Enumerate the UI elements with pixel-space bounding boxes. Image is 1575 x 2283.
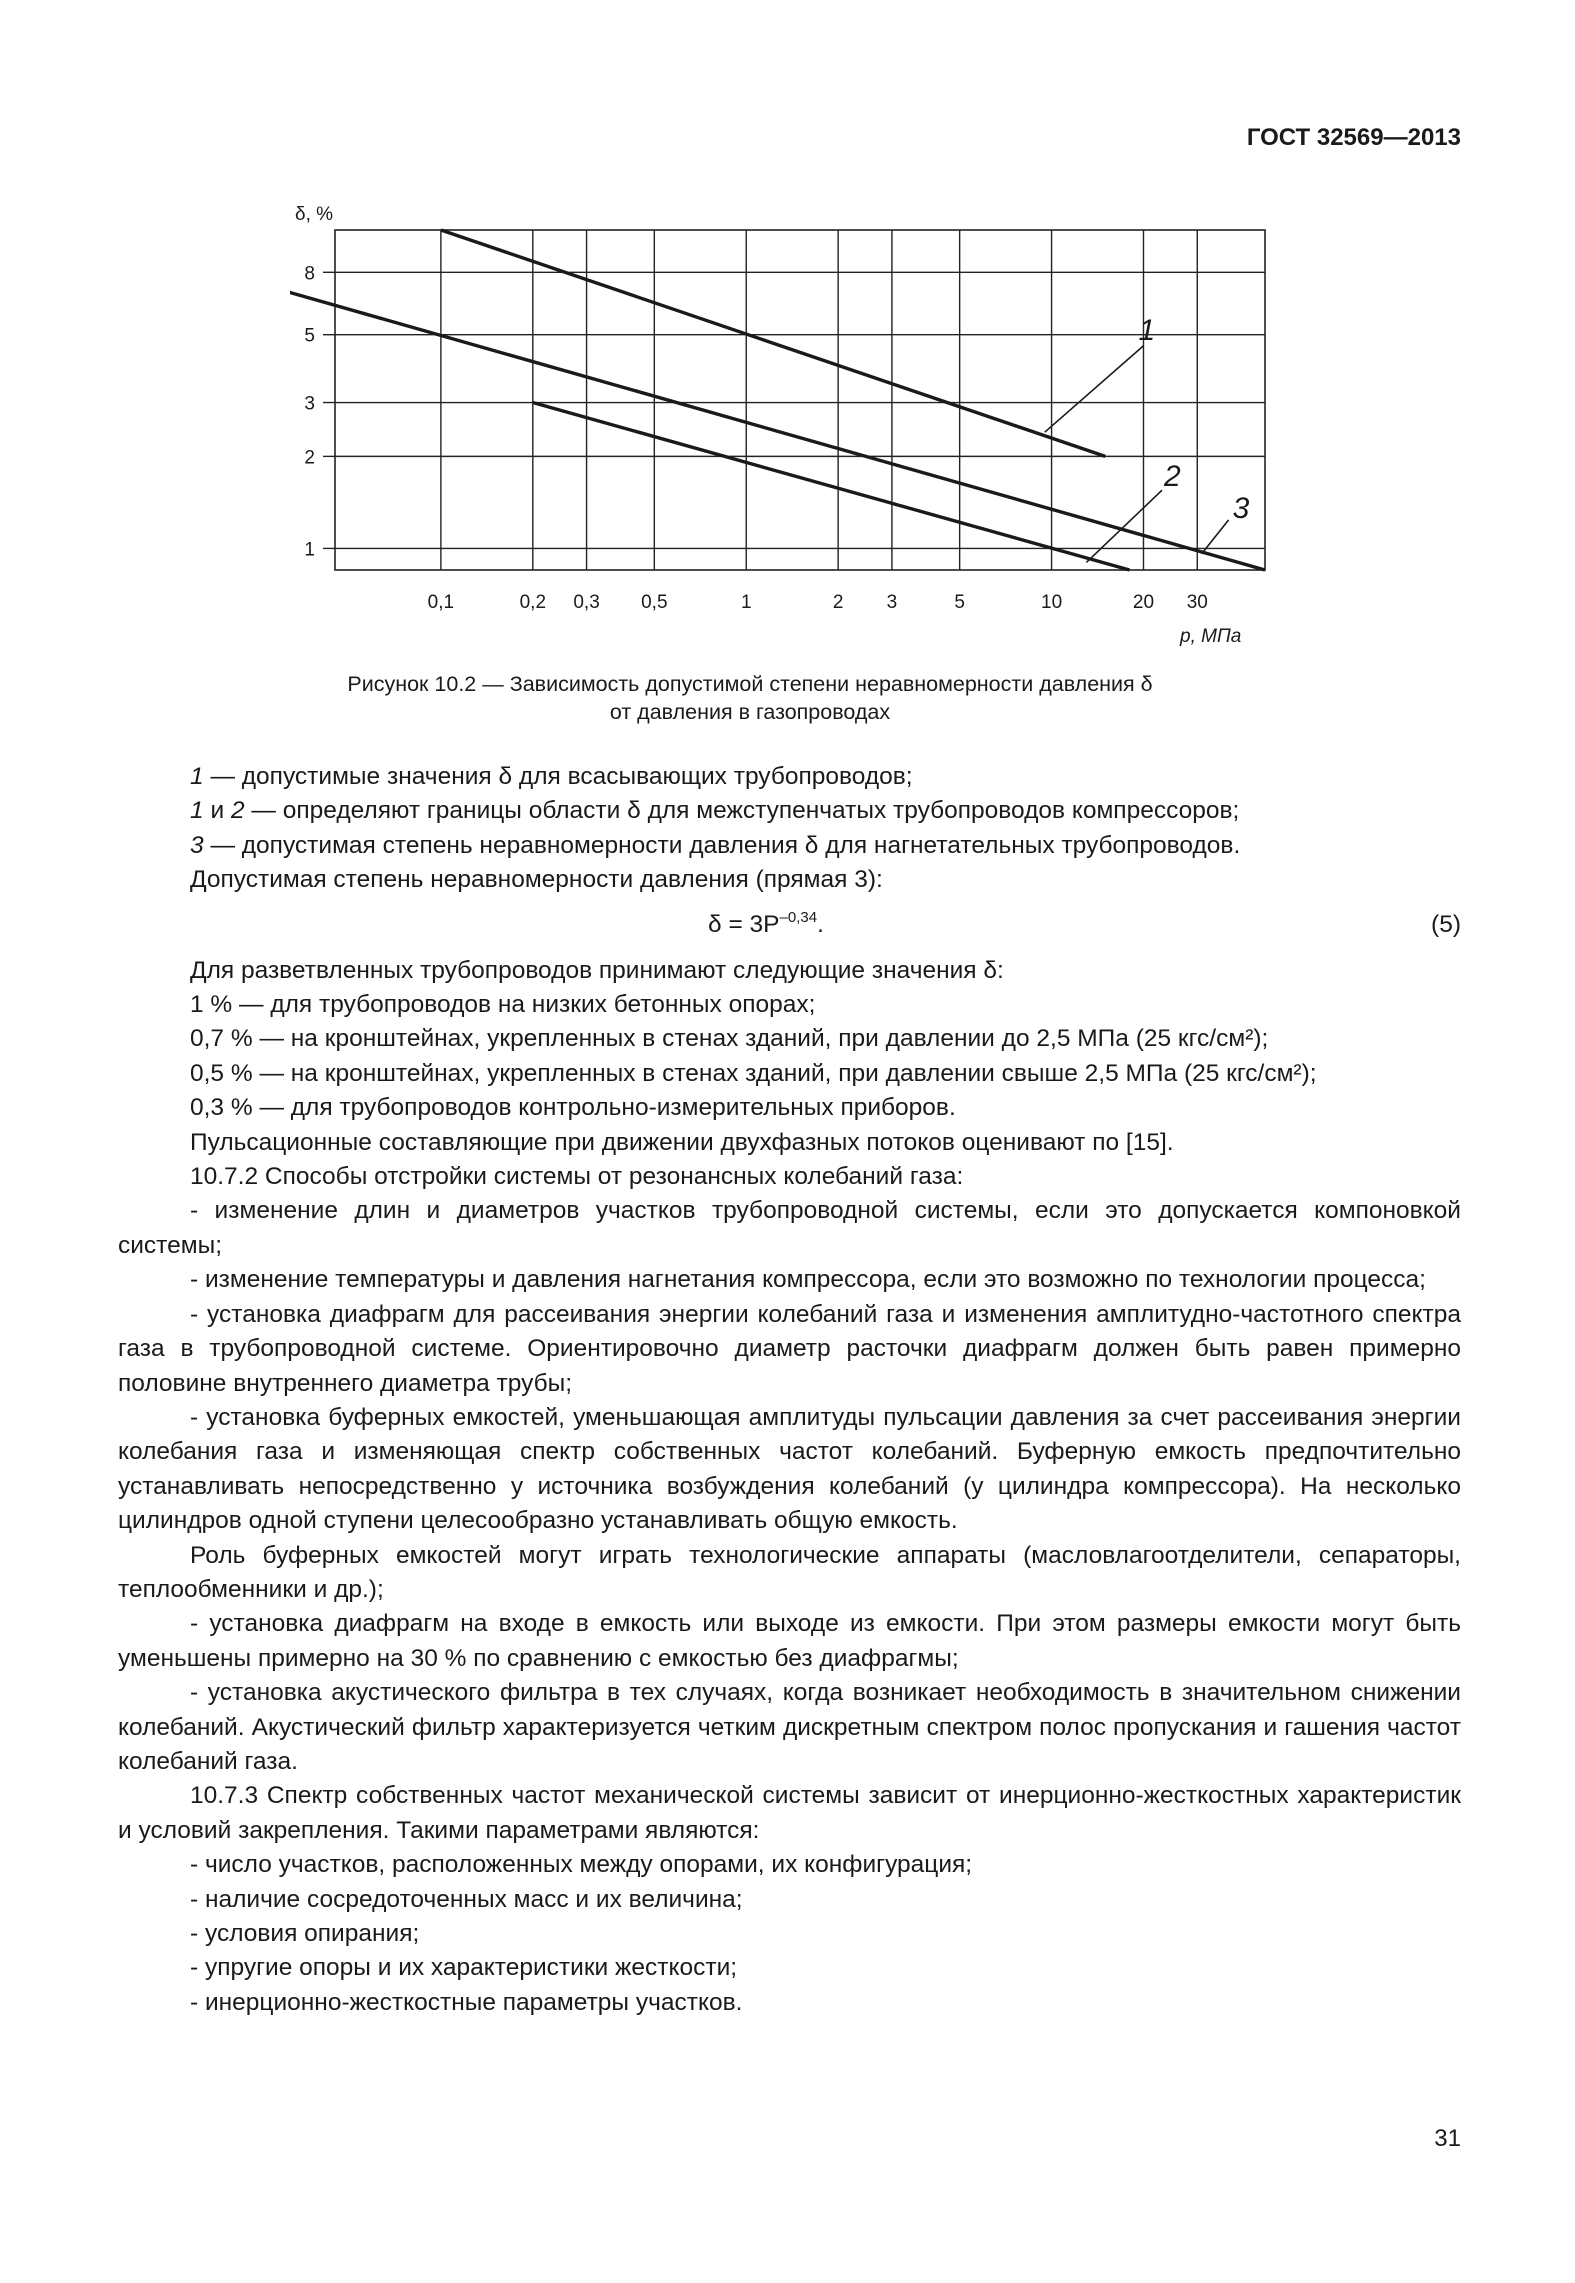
- value-line-4: 0,3 % — для трубопроводов контрольно-измерительных приборов.: [190, 1094, 956, 1122]
- value-line-2: 0,7 % — на кронштейнах, укрепленных в стенах зданий, при давлении до 2,5 МПа (25 кгс/см²);: [190, 1025, 1269, 1053]
- paragraph-item-filter: - установка акустического фильтра в тех случаях, когда возникает необходимость в значительном снижении колебаний. Акустический фильтр характеризуется четким дискретным спектром полос пропускания и гашения частот колебаний газа.: [118, 1679, 1461, 1775]
- x-tick-label: 0,2: [519, 592, 547, 613]
- equation-number: (5): [1431, 910, 1461, 938]
- y-tick-label: 1: [304, 539, 315, 561]
- paragraph-10-7-2: 10.7.2 Способы отстройки системы от резонансных колебаний газа:: [190, 1163, 964, 1191]
- x-tick-label: 5: [954, 592, 965, 613]
- chart-figure: [290, 196, 1290, 656]
- paragraph-10-7-3: 10.7.3 Спектр собственных частот механической системы зависит от инерционно-жесткостных характеристик и условий закрепления. Такими параметрами являются:: [118, 1782, 1461, 1844]
- formula-row: [118, 900, 1461, 950]
- curve-labels: [1045, 314, 1250, 563]
- y-tick-label: 2: [304, 447, 315, 469]
- param-item-3: - условия опирания;: [190, 1920, 420, 1947]
- paragraph-item-diaphragms: - установка диафрагм для рассеивания энергии колебаний газа и изменения амплитудно-частотного спектра газа в трубопроводной системе. Ориентировочно диаметр расточки диафрагм должен быть равен примерно половине внутреннего диаметра трубы;: [118, 1300, 1461, 1397]
- series-line-3: [533, 403, 1130, 571]
- page-header: ГОСТ 32569—2013: [1246, 124, 1461, 151]
- chart-grid: [323, 230, 1265, 570]
- allowed-degree-text: Допустимая степень неравномерности давления (прямая 3):: [190, 866, 883, 894]
- x-axis-label: p, МПа: [1180, 626, 1242, 647]
- series-line-2: [290, 290, 1265, 570]
- chart-ticks: [304, 263, 1207, 613]
- leader-line-2: [1086, 490, 1162, 562]
- body-text: [118, 760, 1461, 2020]
- x-tick-label: 20: [1132, 592, 1155, 613]
- param-item-5: - инерционно-жесткостные параметры участков.: [190, 1988, 743, 2016]
- y-tick-label: 3: [304, 393, 315, 415]
- curve-label-3: 3: [1232, 491, 1250, 525]
- formula: $\delta = 3P^{-0,34}$.: [708, 908, 824, 938]
- series-line-1: [441, 230, 1105, 456]
- y-tick-label: 5: [304, 325, 315, 347]
- param-item-4: - упругие опоры и их характеристики жесткости;: [190, 1954, 738, 1982]
- value-line-3: 0,5 % — на кронштейнах, укрепленных в стенах зданий, при давлении свыше 2,5 МПа (25 кгс/см²);: [190, 1059, 1317, 1087]
- x-tick-label: 10: [1041, 592, 1063, 613]
- paragraph-pulsation: Пульсационные составляющие при движении двухфазных потоков оценивают по [15].: [190, 1128, 1174, 1156]
- paragraph-item-temperature: - изменение температуры и давления нагнетания компрессора, если это возможно по технологии процесса;: [190, 1266, 1426, 1294]
- x-tick-label: 0,5: [641, 592, 668, 613]
- caption-line-1: Рисунок 10.2 — Зависимость допустимой степени неравномерности давления δ: [347, 672, 1153, 696]
- legend-line-1: 1 — допустимые значения δ для всасывающих трубопроводов;: [190, 763, 913, 790]
- paragraph-item-inlet: - установка диафрагм на входе в емкость или выходе из емкости. При этом размеры емкости могут быть уменьшены примерно на 30 % по сравнению с емкостью без диафрагмы;: [118, 1610, 1461, 1672]
- param-item-1: - число участков, расположенных между опорами, их конфигурация;: [190, 1851, 973, 1879]
- x-tick-label: 30: [1186, 592, 1208, 613]
- y-axis-label: δ, %: [295, 204, 334, 225]
- paragraph-item-buffer: - установка буферных емкостей, уменьшающая амплитуды пульсации давления за счет рассеивания энергии колебания газа и изменяющая спектр собственных частот колебаний. Буферную емкость предпочтительно устанавливать непосредственно у источника возбуждения колебаний (у цилиндра компрессора). На несколько цилиндров одной ступени целесообразно устанавливать общую емкость.: [118, 1403, 1461, 1535]
- param-item-2: - наличие сосредоточенных масс и их величина;: [190, 1885, 743, 1913]
- x-tick-label: 0,3: [573, 592, 600, 613]
- leader-line-1: [1045, 346, 1144, 432]
- x-tick-label: 3: [886, 592, 898, 613]
- x-tick-label: 0,1: [427, 592, 455, 613]
- value-line-1: 1 % — для трубопроводов на низких бетонных опорах;: [190, 991, 816, 1019]
- paragraph-item-lengths: - изменение длин и диаметров участков трубопроводной системы, если это допускается компоновкой системы;: [118, 1197, 1461, 1259]
- legend-line-2: 1 и 2 — определяют границы области δ для межступенчатых трубопроводов компрессоров;: [190, 797, 1240, 825]
- y-tick-label: 8: [304, 263, 315, 285]
- figure-caption: [250, 670, 1250, 726]
- x-tick-label: 1: [740, 592, 752, 613]
- plot-frame: [335, 230, 1265, 570]
- caption-line-2: от давления в газопроводах: [609, 700, 891, 724]
- legend-line-3: 3 — допустимая степень неравномерности давления δ для нагнетательных трубопроводов.: [190, 831, 1241, 859]
- paragraph-buffer-role: Роль буферных емкостей могут играть технологические аппараты (масловлагоотделители, сепараторы, теплообменники и др.);: [118, 1541, 1461, 1603]
- chart-series: [290, 230, 1265, 570]
- x-tick-label: 2: [832, 592, 844, 613]
- curve-label-2: 2: [1164, 460, 1181, 494]
- branched-intro: Для разветвленных трубопроводов принимают следующие значения δ:: [190, 956, 1004, 984]
- curve-label-1: 1: [1138, 313, 1156, 347]
- page-number: 31: [1434, 2125, 1461, 2152]
